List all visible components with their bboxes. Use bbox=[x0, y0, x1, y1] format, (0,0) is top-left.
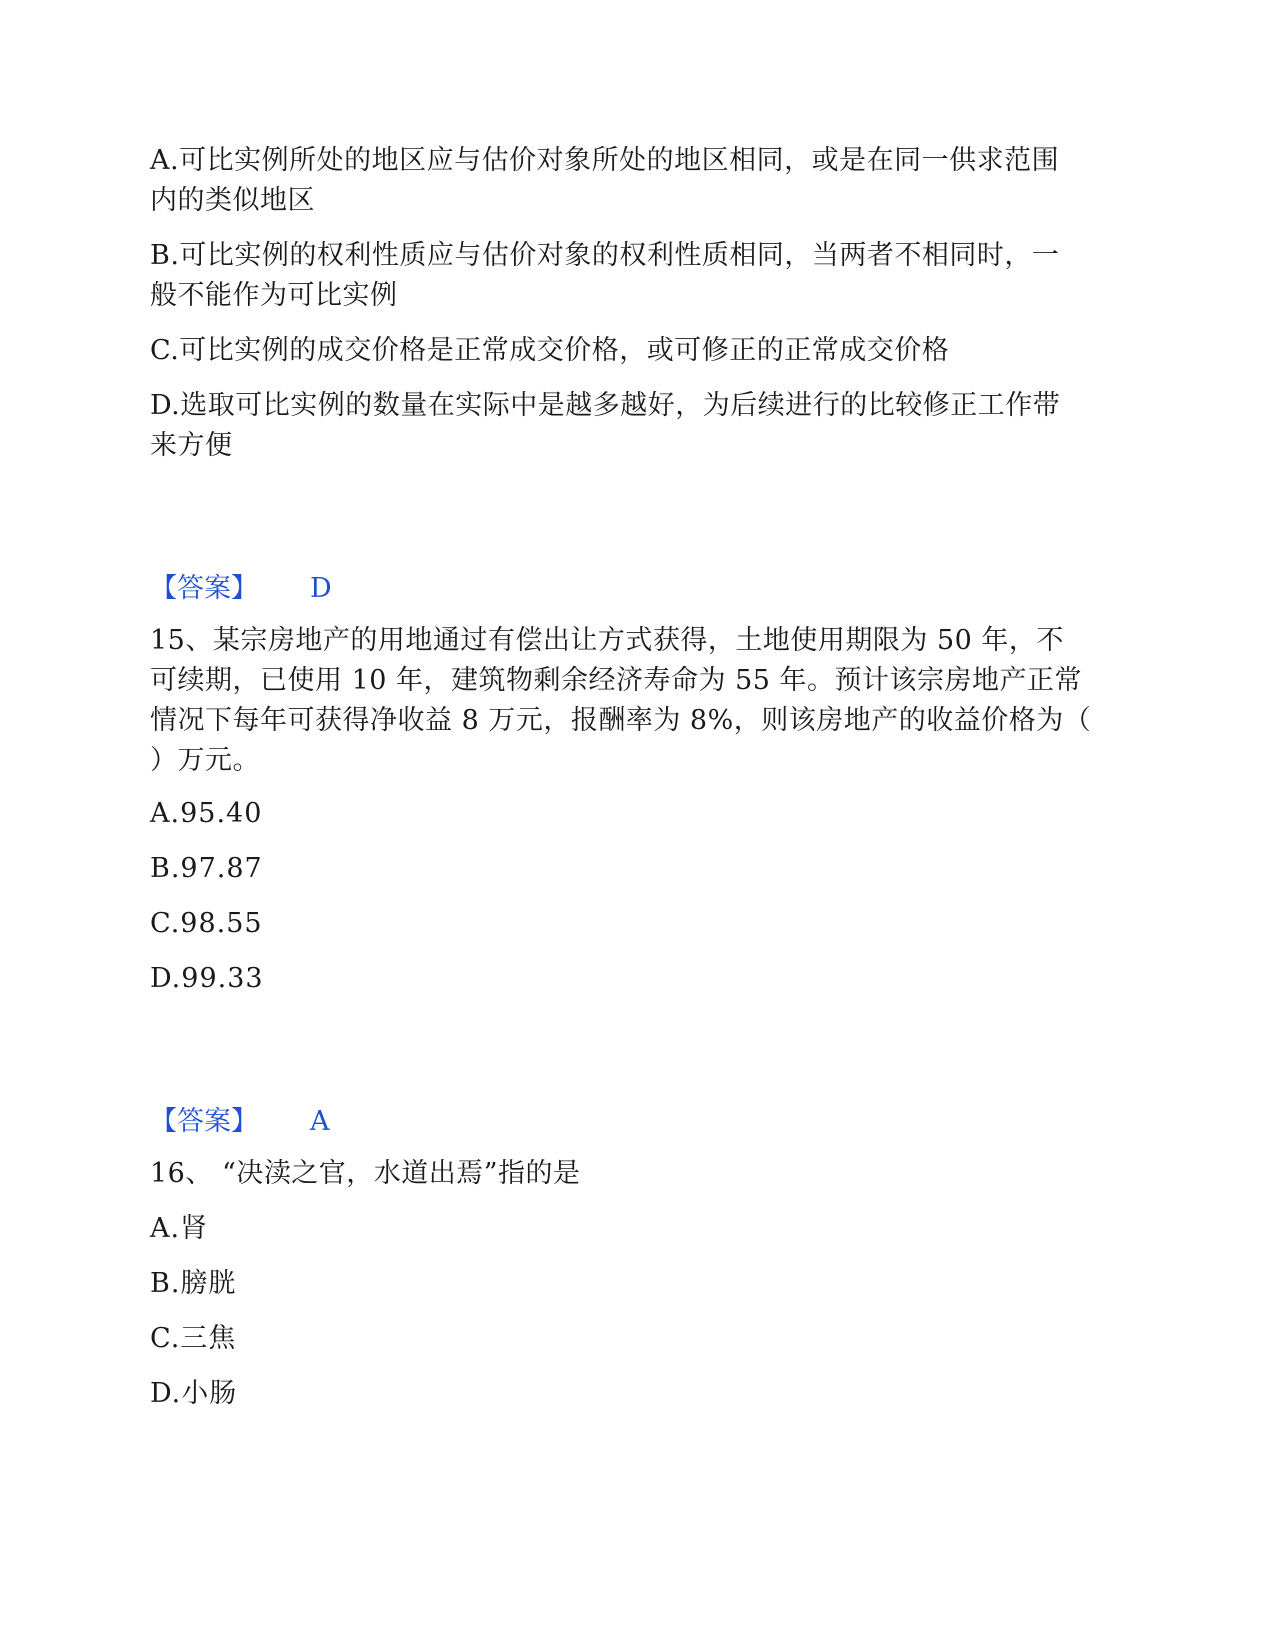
q15-answer bbox=[150, 1101, 330, 1143]
q14-answer bbox=[150, 568, 332, 610]
q14-option-c-line1: C.可比实例的成交价格是正常成交价格，或可修正的正常成交价格 bbox=[150, 335, 950, 366]
q15-option-b: B.97.87 bbox=[150, 853, 263, 884]
q16-option-d: D.小肠 bbox=[150, 1378, 238, 1409]
q14-option-a-line2: 内的类似地区 bbox=[150, 185, 315, 216]
q16-question: 16、 “决渎之官，水道出焉”指的是 bbox=[150, 1158, 581, 1189]
q14-answer-tag: 【答案】 bbox=[150, 573, 258, 604]
q15-option-d: D.99.33 bbox=[150, 963, 264, 994]
q14-answer-value: D bbox=[310, 573, 332, 604]
q16-option-a: A.肾 bbox=[150, 1213, 209, 1244]
q15-answer-tag: 【答案】 bbox=[150, 1106, 258, 1137]
q14-option-a-line1: A.可比实例所处的地区应与估价对象所处的地区相同，或是在同一供求范围 bbox=[150, 145, 1060, 176]
q14-option-b-line2: 般不能作为可比实例 bbox=[150, 280, 398, 311]
document-page bbox=[150, 0, 1115, 1650]
q15-question-line1: 15、某宗房地产的用地通过有偿出让方式获得，土地使用期限为 50 年，不 bbox=[150, 625, 1064, 656]
q14-option-d-line1: D.选取可比实例的数量在实际中是越多越好，为后续进行的比较修正工作带 bbox=[150, 390, 1061, 421]
q15-question-line2: 可续期，已使用 10 年，建筑物剩余经济寿命为 55 年。预计该宗房地产正常 bbox=[150, 665, 1083, 696]
q15-question-line3: 情况下每年可获得净收益 8 万元，报酬率为 8%，则该房地产的收益价格为（ bbox=[150, 705, 1092, 736]
q15-option-c: C.98.55 bbox=[150, 908, 263, 939]
q15-answer-value: A bbox=[310, 1106, 330, 1137]
q16-option-b: B.膀胱 bbox=[150, 1268, 237, 1299]
q14-option-b-line1: B.可比实例的权利性质应与估价对象的权利性质相同，当两者不相同时，一 bbox=[150, 240, 1060, 271]
q14-option-d-line2: 来方便 bbox=[150, 430, 233, 461]
q15-question-line4: ）万元。 bbox=[150, 745, 260, 776]
q15-option-a: A.95.40 bbox=[150, 798, 263, 829]
q16-option-c: C.三焦 bbox=[150, 1323, 237, 1354]
